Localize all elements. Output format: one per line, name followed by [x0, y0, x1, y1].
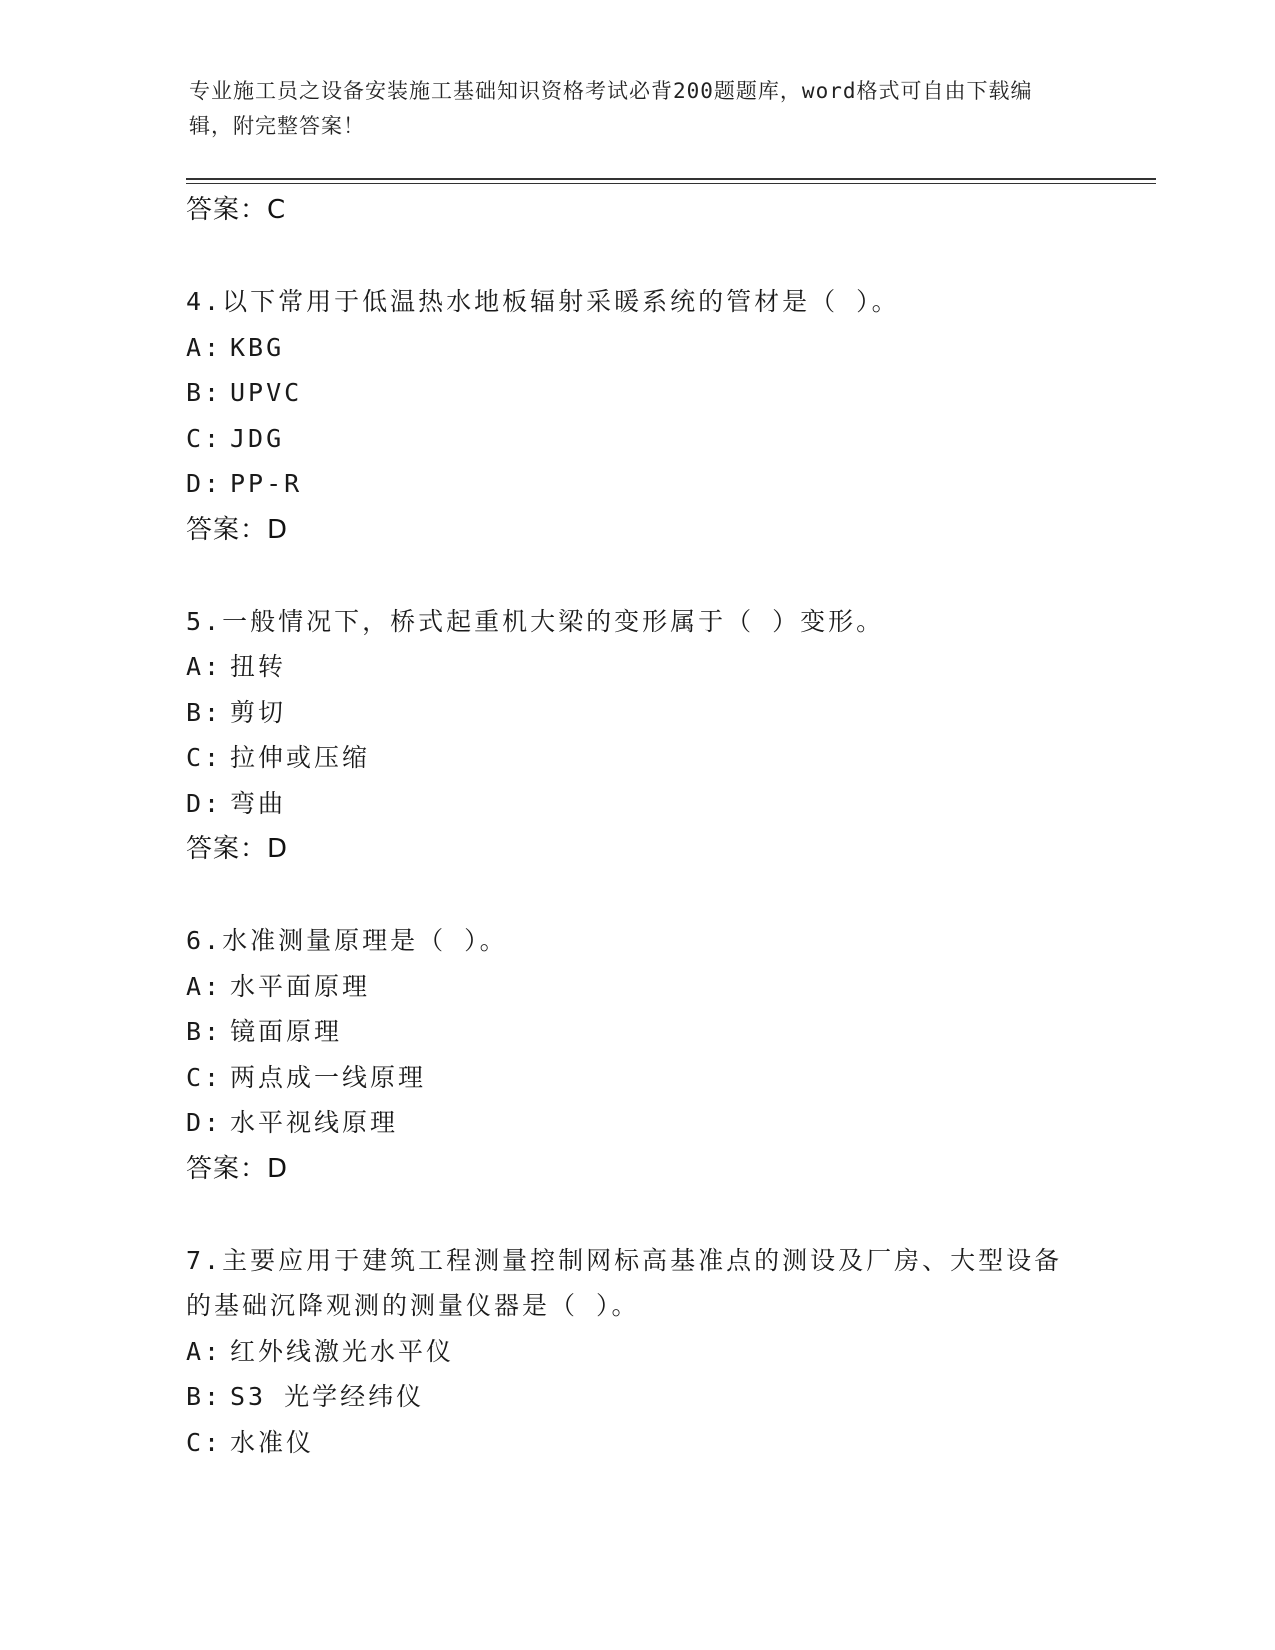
option-letter: D:: [186, 469, 223, 498]
option-c: [186, 1055, 1086, 1101]
option-letter: D:: [186, 788, 223, 818]
option-a: [186, 964, 1086, 1010]
header-rule-thin: [186, 183, 1156, 184]
question-list: [186, 187, 1086, 1465]
question-stem: 4.以下常用于低温热水地板辐射采暖系统的管材是（ ）。: [186, 287, 900, 316]
answer-line: 答案：D: [186, 514, 289, 545]
header-rule-thick: [186, 178, 1156, 180]
option-text: 水平面原理: [230, 971, 371, 1001]
option-letter: B:: [186, 1017, 223, 1046]
option-b: [186, 690, 1086, 736]
option-text: 水平视线原理: [230, 1108, 399, 1137]
answer-line: 答案：D: [186, 834, 289, 864]
option-c: [186, 1420, 1086, 1466]
option-text: UPVC: [230, 378, 303, 407]
answer-line: 答案：D: [186, 1153, 289, 1184]
option-c: [186, 416, 1086, 462]
question-stem: 7.主要应用于建筑工程测量控制网标高基准点的测设及厂房、大型设备的基础沉降观测的测量仪器是（ ）。: [186, 1245, 1063, 1320]
option-text: PP-R: [230, 469, 303, 498]
question-stem: 5.一般情况下，桥式起重机大梁的变形属于（ ）变形。: [186, 606, 885, 636]
option-text: 镜面原理: [230, 1017, 343, 1046]
option-letter: C:: [186, 423, 223, 453]
option-text: KBG: [230, 332, 285, 362]
option-b: [186, 1009, 1086, 1055]
question-item: [186, 599, 1086, 873]
option-text: 拉伸或压缩: [230, 743, 371, 772]
option-d: [186, 781, 1086, 827]
option-b: [186, 370, 1086, 416]
option-text: S3 光学经纬仪: [230, 1382, 425, 1411]
option-b: [186, 1374, 1086, 1420]
page-header: 专业施工员之设备安装施工基础知识资格考试必背200题题库，word格式可自由下载编辑，附完整答案！: [189, 79, 1033, 138]
option-c: [186, 735, 1086, 781]
question-item: [186, 918, 1086, 1192]
option-letter: C:: [186, 743, 223, 772]
option-d: [186, 1100, 1086, 1146]
question-item: [186, 1238, 1086, 1466]
option-text: 红外线激光水平仪: [230, 1336, 455, 1366]
option-letter: B:: [186, 378, 223, 407]
option-text: 扭转: [230, 652, 287, 681]
option-text: 弯曲: [230, 788, 287, 818]
option-letter: B:: [186, 697, 223, 727]
option-text: JDG: [230, 423, 285, 453]
option-letter: A:: [186, 652, 223, 681]
answer-line: 答案：C: [186, 195, 287, 225]
option-text: 水准仪: [230, 1427, 315, 1457]
option-text: 两点成一线原理: [230, 1062, 427, 1092]
option-letter: A:: [186, 1336, 223, 1366]
question-item: [186, 279, 1086, 553]
question-stem: 6.水准测量原理是（ ）。: [186, 926, 508, 955]
option-a: [186, 644, 1086, 690]
option-letter: A:: [186, 971, 223, 1001]
option-a: [186, 325, 1086, 371]
option-text: 剪切: [230, 697, 287, 727]
option-letter: B:: [186, 1382, 223, 1411]
option-letter: C:: [186, 1062, 223, 1092]
option-letter: D:: [186, 1108, 223, 1137]
option-a: [186, 1329, 1086, 1375]
option-letter: C:: [186, 1427, 223, 1457]
option-letter: A:: [186, 332, 223, 362]
option-d: [186, 461, 1086, 507]
